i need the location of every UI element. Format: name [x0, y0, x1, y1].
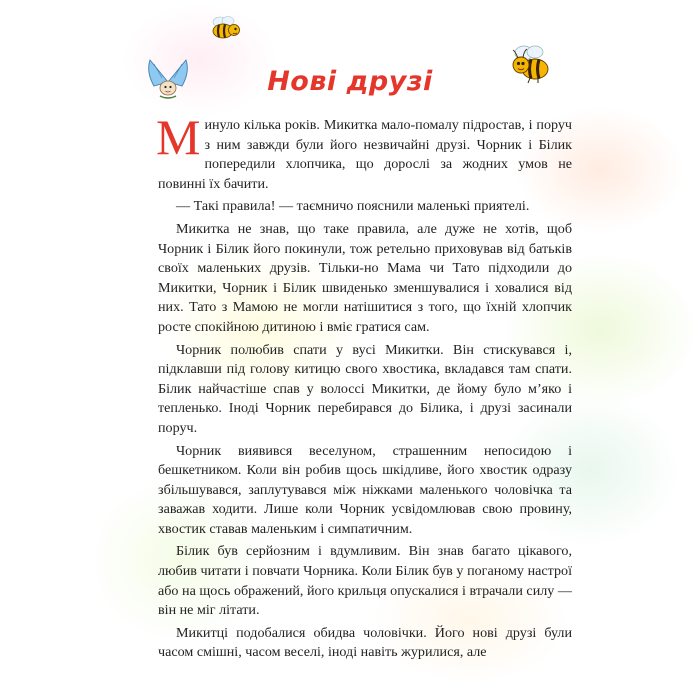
paragraph-1-text: инуло кілька років. Микитка мало-помалу підростав, і поруч з ним завжди були його незвичайні друзі. Чорник і Білик попередили хлопчика, що дорослі за жодних умов не повинні їх бачити. [158, 117, 572, 192]
paragraph-7: Микитці подобалися обидва чоловічки. Його нові друзі були часом смішні, часом веселі, іноді навіть журилися, але [158, 624, 572, 661]
drop-cap: М [156, 109, 201, 165]
paragraph-4: Чорник полюбив спати у вусі Микитки. Він стискувався і, підклавши під голову китицю свого хвостика, вкладався там спати. Білик найчастіше спав у волоссі Микитки, де йому було м’яко і тепленько. Іноді Чорник перебирався до Білика, і друзі засинали поруч. [158, 341, 572, 436]
paragraph-2: — Такі правила! — таємничо пояснили маленькі приятелі. [176, 198, 530, 215]
paragraph-1 [156, 109, 572, 194]
paragraph-3: Микитка не знав, що таке правила, але дуже не хотів, щоб Чорник і Білик його покинули, тож ретельно приховував від батьків своїх маленьких друзів. Тільки-но Мама чи Тато підходили до Микитки, Чорник і Білик швиденько зменшувалися і ховалися від них. Тато з Мамою не могли натішитися з того, що їхній хлопчик росте спокійною дитиною і вміє гратися сам. [158, 220, 572, 335]
paragraph-6: Білик був серйозним і вдумливим. Він знав багато цікавого, любив читати і повчати Чорника. Коли Білик був у поганому настрої або на щось ображений, його крильця опускалися і втрачали силу — він не міг літати. [158, 543, 572, 619]
chapter-title: Нові друзі [267, 66, 433, 97]
small-bee-icon [208, 16, 242, 42]
chapter-text [156, 109, 572, 666]
paragraph-5: Чорник виявився веселуном, страшенним непосидою і бешкетником. Коли він робив щось шкідливе, його хвостик одразу збільшувався, заплутувався між ніжками маленького чоловічка та заважав ходити. Лише коли Чорник усвідомлював свою провину, хвостик ставав маленьким і симпатичним. [158, 442, 572, 537]
